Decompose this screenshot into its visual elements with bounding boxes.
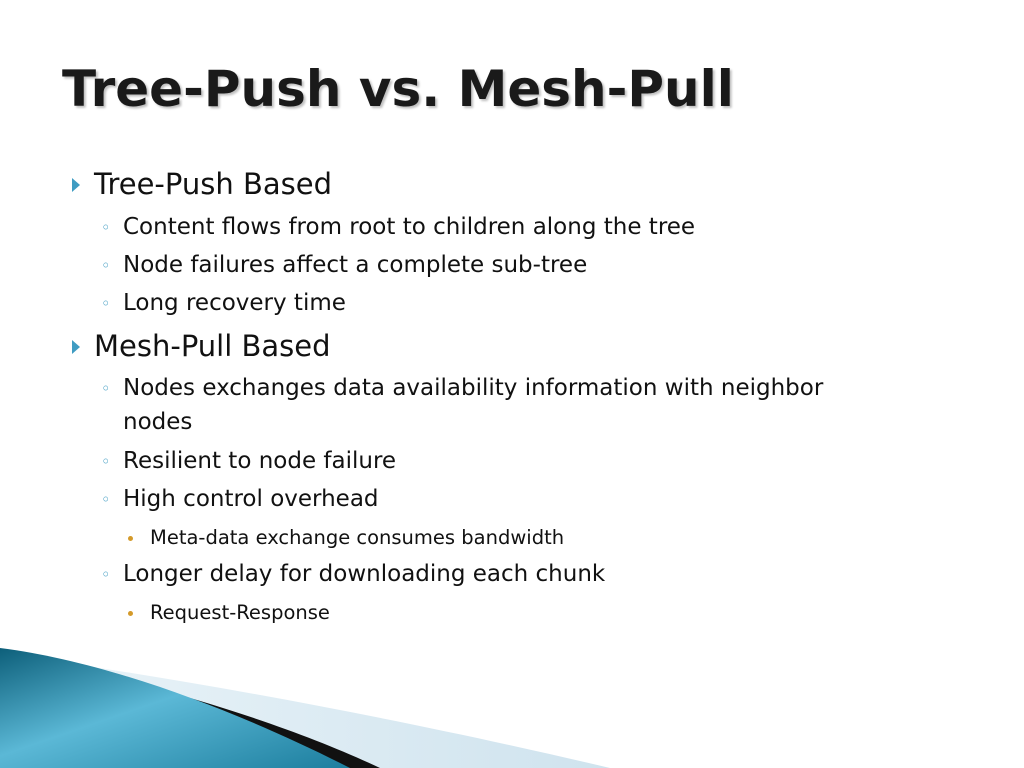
arrow-bullet-icon [72,340,80,354]
dot-bullet-icon [128,536,133,541]
circle-bullet-icon: ◦ [101,218,111,237]
bullet-mesh-pull-point-4: Longer delay for downloading each chunk [123,561,606,587]
circle-bullet-icon: ◦ [101,452,111,471]
bullet-tree-push-point-2: Node failures affect a complete sub-tree [123,252,588,278]
bullet-tree-push-heading: Tree-Push Based [94,167,332,201]
circle-bullet-icon: ◦ [101,379,111,398]
bullet-mesh-pull-point-1-line-1: Nodes exchanges data availability information with neighbor [123,375,824,401]
bullet-mesh-pull-point-1-line-2: nodes [123,409,193,435]
bullet-mesh-pull-point-3: High control overhead [123,486,379,512]
slide-title: Tree-Push vs. Mesh-Pull [62,60,734,118]
circle-bullet-icon: ◦ [101,490,111,509]
circle-bullet-icon: ◦ [101,256,111,275]
bullet-tree-push-point-1: Content flows from root to children along the tree [123,214,696,240]
circle-bullet-icon: ◦ [101,294,111,313]
arrow-bullet-icon [72,178,80,192]
bullet-mesh-pull-heading: Mesh-Pull Based [94,329,331,363]
dot-bullet-icon [128,611,133,616]
bullet-mesh-pull-point-4-sub: Request-Response [150,601,330,624]
circle-bullet-icon: ◦ [101,565,111,584]
bullet-mesh-pull-point-3-sub: Meta-data exchange consumes bandwidth [150,526,565,549]
bullet-tree-push-point-3: Long recovery time [123,290,346,316]
bullet-mesh-pull-point-2: Resilient to node failure [123,448,397,474]
